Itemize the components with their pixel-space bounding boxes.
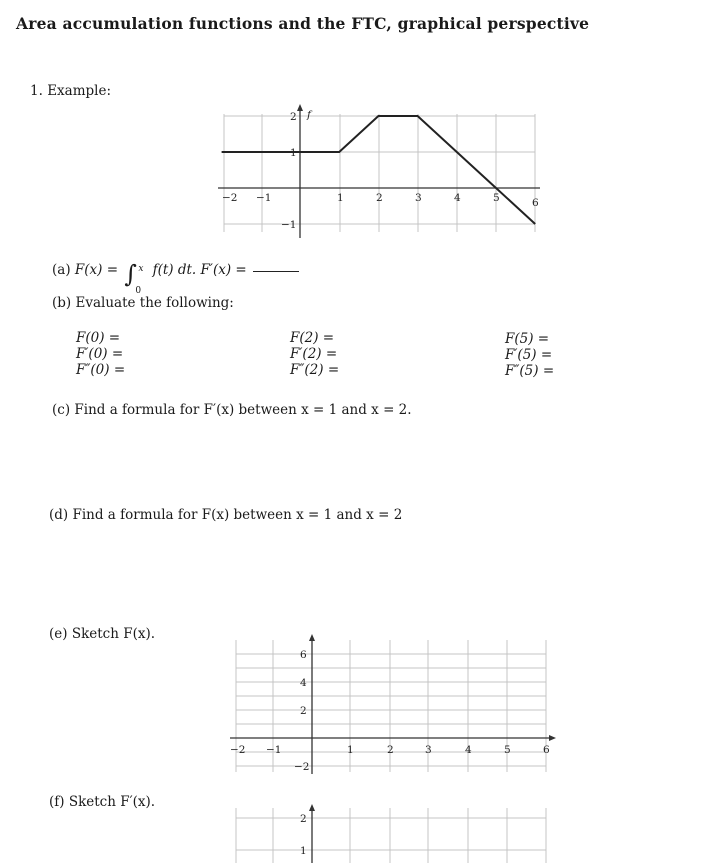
part-e-label: (e) xyxy=(49,626,68,642)
graph-f-xtick: 6 xyxy=(532,197,539,209)
part-a-label: (a) xyxy=(52,262,71,278)
graph-sketch-F-xtick: 1 xyxy=(347,744,354,756)
graph-sketch-F-xtick: −2 xyxy=(230,744,246,756)
graph-f-xtick: −1 xyxy=(256,192,272,204)
graph-sketch-F-ytick: −2 xyxy=(294,761,310,773)
part-d xyxy=(49,507,402,523)
eval-column-2 xyxy=(505,331,554,379)
graph-f-ytick: −1 xyxy=(281,219,297,231)
graph-f-xtick: 4 xyxy=(454,192,461,204)
eval-item: F″(2) = xyxy=(290,362,340,378)
graph-sketch-Fprime-grid xyxy=(236,808,546,863)
eval-column-0 xyxy=(76,330,125,378)
eval-column-1 xyxy=(290,330,339,378)
graph-sketch-F[interactable] xyxy=(226,632,562,778)
part-f-label: (f) xyxy=(49,794,65,810)
eval-item: F″(0) = xyxy=(76,362,126,378)
part-b-text: Evaluate the following: xyxy=(75,295,234,311)
answer-blank[interactable] xyxy=(253,271,299,272)
part-f xyxy=(49,794,155,810)
part-a: (a) F(x) = ∫ x 0 f(t) dt. F′(x) = xyxy=(52,262,299,278)
graph-f-ytick: 1 xyxy=(290,147,297,159)
part-d-text: Find a formula for F(x) between x = 1 and x = 2 xyxy=(72,507,403,523)
part-a-second: F′(x) = xyxy=(200,262,247,278)
graph-sketch-Fprime-y-arrow xyxy=(309,804,315,811)
graph-sketch-F-xtick: 6 xyxy=(543,744,550,756)
part-c-text: Find a formula for F′(x) between x = 1 and x = 2. xyxy=(74,402,412,418)
eval-item: F′(0) = xyxy=(76,346,124,362)
graph-sketch-F-xtick: 5 xyxy=(504,744,511,756)
problem-label: Example: xyxy=(47,83,112,99)
graph-f-curve-label: f xyxy=(307,109,311,121)
graph-f-xtick: 2 xyxy=(376,192,383,204)
graph-f-xtick: −2 xyxy=(222,192,238,204)
graph-sketch-F-x-arrow xyxy=(549,735,556,741)
part-f-text: Sketch F′(x). xyxy=(68,794,156,810)
graph-f-xtick: 5 xyxy=(493,192,500,204)
part-d-label: (d) xyxy=(49,507,69,523)
integral-lower: 0 xyxy=(135,286,142,296)
part-b xyxy=(52,295,234,311)
page-title: Area accumulation functions and the FTC, graphical perspective xyxy=(16,14,590,33)
eval-item: F″(5) = xyxy=(505,363,555,379)
graph-sketch-F-ytick: 6 xyxy=(300,649,307,661)
part-b-label: (b) xyxy=(52,295,72,311)
graph-sketch-F-xtick: 4 xyxy=(465,744,472,756)
eval-item: F′(2) = xyxy=(290,346,338,362)
graph-f-y-arrow xyxy=(297,104,303,111)
graph-sketch-Fprime-ytick: 1 xyxy=(300,845,307,857)
graph-f-grid xyxy=(224,114,535,232)
graph-sketch-F-ytick: 4 xyxy=(300,677,307,689)
eval-item: F(0) = xyxy=(76,330,121,346)
problem-heading xyxy=(30,83,111,99)
eval-item: F′(5) = xyxy=(505,347,553,363)
part-c xyxy=(52,402,412,418)
graph-sketch-Fprime[interactable] xyxy=(226,800,562,863)
graph-f-ytick: 2 xyxy=(290,111,297,123)
part-e xyxy=(49,626,155,642)
part-a-lhs: F(x) = xyxy=(74,262,119,278)
integral-upper: x xyxy=(138,264,144,274)
graph-f-xtick: 3 xyxy=(415,192,422,204)
graph-f-series-line xyxy=(222,116,536,224)
graph-sketch-F-xtick: 3 xyxy=(425,744,432,756)
graph-f-xtick: 1 xyxy=(337,192,344,204)
problem-number: 1. xyxy=(30,83,43,99)
part-e-text: Sketch F(x). xyxy=(71,626,156,642)
part-c-label: (c) xyxy=(52,402,71,418)
graph-sketch-Fprime-ytick: 2 xyxy=(300,813,307,825)
graph-f xyxy=(218,96,548,246)
eval-item: F(5) = xyxy=(505,331,550,347)
eval-item: F(2) = xyxy=(290,330,335,346)
graph-sketch-F-y-arrow xyxy=(309,634,315,641)
part-a-integrand: f(t) dt. xyxy=(152,262,197,278)
graph-sketch-F-ytick: 2 xyxy=(300,705,307,717)
graph-sketch-F-xtick: −1 xyxy=(266,744,282,756)
graph-sketch-F-xtick: 2 xyxy=(387,744,394,756)
